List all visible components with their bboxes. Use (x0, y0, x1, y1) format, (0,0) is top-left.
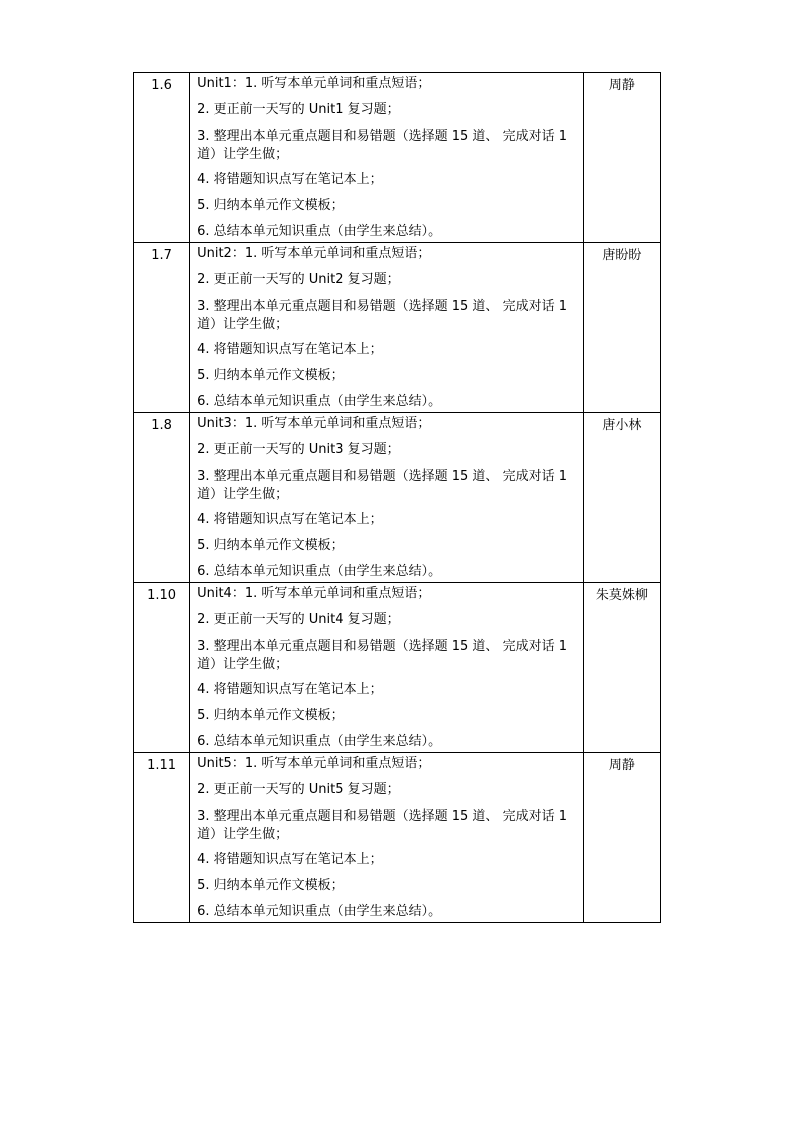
teacher-cell: 周静 (583, 753, 660, 923)
teacher-cell: 唐盼盼 (583, 243, 660, 413)
task-line: 2. 更正前一天写的 Unit2 复习题； (197, 272, 400, 287)
task-line: 2. 更正前一天写的 Unit3 复习题； (197, 442, 400, 457)
review-plan-table (133, 72, 661, 923)
task-line: 4. 将错题知识点写在笔记本上； (197, 852, 383, 867)
task-line: Unit5：1. 听写本单元单词和重点短语； (197, 756, 431, 771)
date-cell: 1.7 (134, 243, 190, 413)
teacher-cell: 周静 (583, 73, 660, 243)
content-cell (190, 583, 584, 753)
task-line: 5. 归纳本单元作文模板； (197, 538, 344, 553)
task-line: 3. 整理出本单元重点题目和易错题（选择题 15 道、 完成对话 1 道）让学生做； (197, 129, 567, 162)
task-line: Unit1：1. 听写本单元单词和重点短语； (197, 76, 431, 91)
content-cell (190, 413, 584, 583)
table-row (134, 243, 661, 413)
task-line: 6. 总结本单元知识重点（由学生来总结）。 (197, 904, 442, 919)
review-plan-body (134, 73, 661, 923)
task-line: 3. 整理出本单元重点题目和易错题（选择题 15 道、 完成对话 1 道）让学生做； (197, 469, 567, 502)
date-cell: 1.11 (134, 753, 190, 923)
task-line: 5. 归纳本单元作文模板； (197, 368, 344, 383)
task-line: 3. 整理出本单元重点题目和易错题（选择题 15 道、 完成对话 1 道）让学生做； (197, 639, 567, 672)
table-row (134, 73, 661, 243)
content-cell (190, 243, 584, 413)
task-line: 4. 将错题知识点写在笔记本上； (197, 512, 383, 527)
task-line: 2. 更正前一天写的 Unit4 复习题； (197, 612, 400, 627)
table-row (134, 413, 661, 583)
task-line: 2. 更正前一天写的 Unit1 复习题； (197, 102, 400, 117)
task-line: 4. 将错题知识点写在笔记本上； (197, 172, 383, 187)
content-cell (190, 73, 584, 243)
table-row (134, 753, 661, 923)
teacher-cell: 朱莫姝柳 (583, 583, 660, 753)
date-cell: 1.10 (134, 583, 190, 753)
task-line: 6. 总结本单元知识重点（由学生来总结）。 (197, 224, 442, 239)
task-line: 4. 将错题知识点写在笔记本上； (197, 342, 383, 357)
table-row (134, 583, 661, 753)
task-line: Unit4：1. 听写本单元单词和重点短语； (197, 586, 431, 601)
task-line: 6. 总结本单元知识重点（由学生来总结）。 (197, 394, 442, 409)
task-line: 3. 整理出本单元重点题目和易错题（选择题 15 道、 完成对话 1 道）让学生做； (197, 809, 567, 842)
task-line: 5. 归纳本单元作文模板； (197, 878, 344, 893)
task-line: 3. 整理出本单元重点题目和易错题（选择题 15 道、 完成对话 1 道）让学生做； (197, 299, 567, 332)
teacher-cell: 唐小林 (583, 413, 660, 583)
task-line: 5. 归纳本单元作文模板； (197, 708, 344, 723)
date-cell: 1.8 (134, 413, 190, 583)
date-cell: 1.6 (134, 73, 190, 243)
task-line: 5. 归纳本单元作文模板； (197, 198, 344, 213)
task-line: 2. 更正前一天写的 Unit5 复习题； (197, 782, 400, 797)
task-line: 6. 总结本单元知识重点（由学生来总结）。 (197, 734, 442, 749)
task-line: 4. 将错题知识点写在笔记本上； (197, 682, 383, 697)
task-line: Unit3：1. 听写本单元单词和重点短语； (197, 416, 431, 431)
content-cell (190, 753, 584, 923)
task-line: 6. 总结本单元知识重点（由学生来总结）。 (197, 564, 442, 579)
task-line: Unit2：1. 听写本单元单词和重点短语； (197, 246, 431, 261)
